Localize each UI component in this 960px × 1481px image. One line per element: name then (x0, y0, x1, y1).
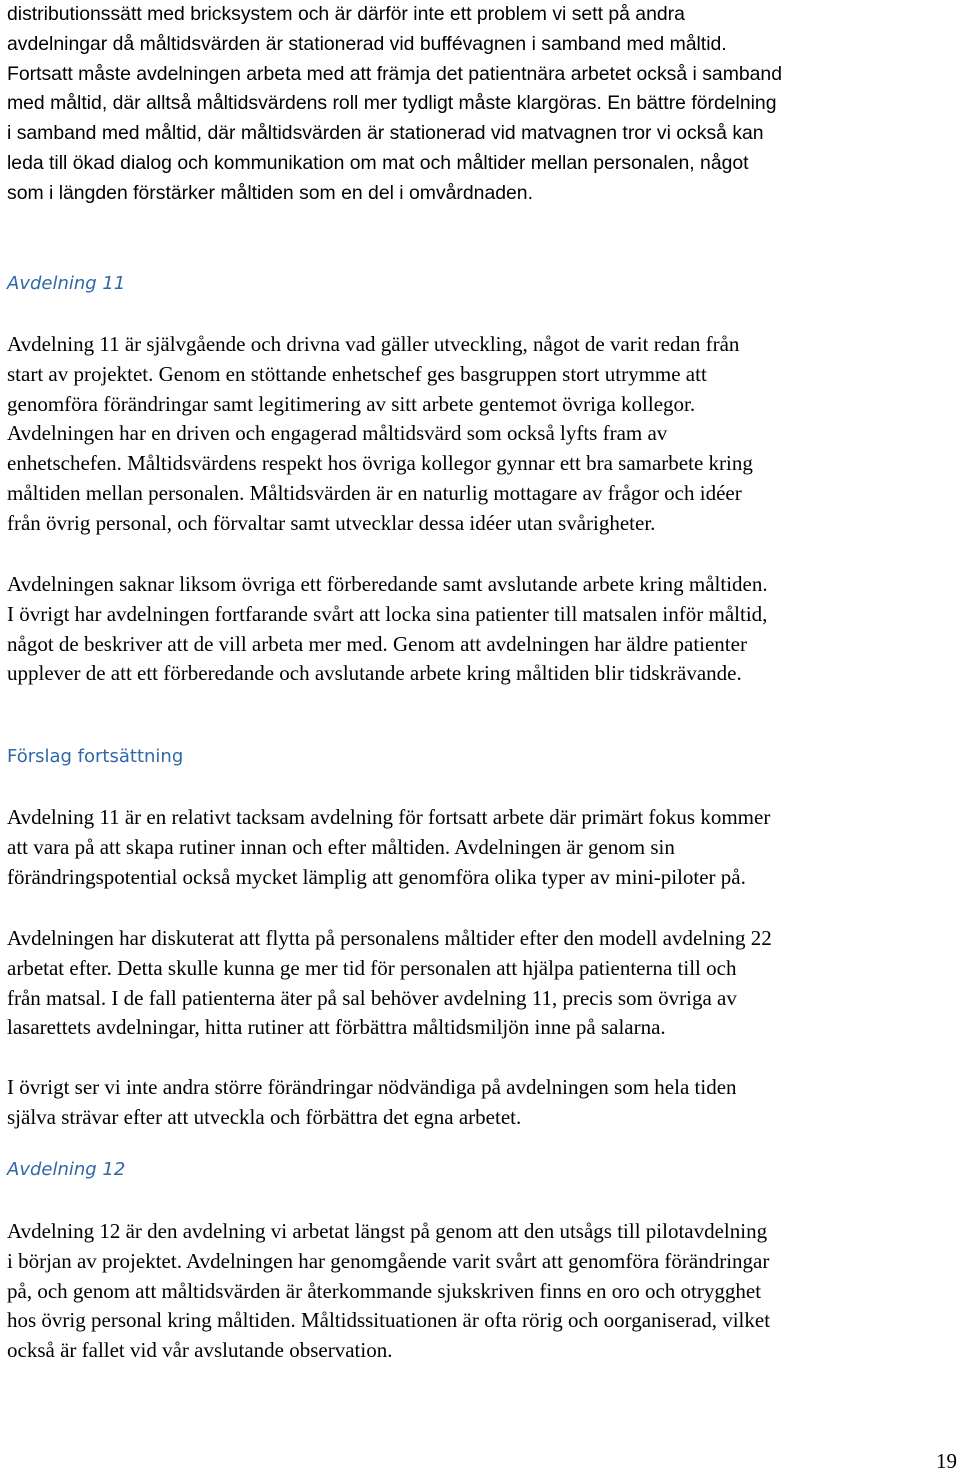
avdelning-12-paragraph-1 (7, 1217, 770, 1366)
text-line: på, och genom att måltidsvärden är återkommande sjukskriven finns en oro och otrygghet (7, 1278, 762, 1303)
forslag-paragraph-3 (7, 1073, 737, 1133)
section-heading-avdelning-12: Avdelning 12 (7, 1159, 126, 1180)
text-line: leda till ökad dialog och kommunikation om mat och måltider mellan personalen, något (7, 151, 749, 174)
text-line: start av projektet. Genom en stöttande enhetschef ges basgruppen stort utrymme att (7, 361, 707, 386)
page-number: 19 (936, 1449, 957, 1473)
text-line: något de beskriver att de vill arbeta mer med. Genom att avdelningen har äldre patienter (7, 631, 747, 656)
avdelning-11-paragraph-2 (7, 570, 768, 689)
text-line: Avdelning 11 är självgående och drivna vad gäller utveckling, något de varit redan från (7, 332, 740, 356)
text-line: Avdelning 12 är den avdelning vi arbetat längst på genom att den utsågs till pilotavdelning (7, 1219, 768, 1243)
text-line: i samband med måltid, där måltidsvärden är stationerad vid matvagnen tror vi också kan (7, 122, 764, 145)
text-line: avdelningar då måltidsvärden är stationerad vid buffévagnen i samband med måltid. (7, 32, 727, 55)
text-line: som i längden förstärker måltiden som en del i omvårdnaden. (7, 181, 533, 204)
text-line: Avdelning 11 är en relativt tacksam avdelning för fortsatt arbete där primärt fokus kommer (7, 805, 771, 829)
section-heading-avdelning-11: Avdelning 11 (7, 273, 126, 294)
forslag-paragraph-1 (7, 803, 770, 892)
text-line: Avdelningen har en driven och engagerad måltidsvärd som också lyfts fram av (7, 421, 668, 446)
text-line: från matsal. I de fall patienterna äter på sal behöver avdelning 11, precis som övriga av (7, 985, 737, 1010)
text-line: I övrigt har avdelningen fortfarande svårt att locka sina patienter till matsalen inför måltid, (7, 601, 768, 626)
text-line: att vara på att skapa rutiner innan och efter måltiden. Avdelningen är genom sin (7, 834, 675, 859)
text-line: genomföra förändringar samt legitimering av sitt arbete gentemot övriga kollegor. (7, 391, 696, 416)
intro-paragraph (7, 0, 782, 209)
text-line: i början av projektet. Avdelningen har genomgående varit svårt att genomföra förändringar (7, 1248, 770, 1273)
text-line: I övrigt ser vi inte andra större förändringar nödvändiga på avdelningen som hela tiden (7, 1075, 737, 1099)
text-line: från övrig personal, och förvaltar samt utvecklar dessa idéer utan svårigheter. (7, 510, 656, 535)
text-line: arbetat efter. Detta skulle kunna ge mer tid för personalen att hjälpa patienterna till och (7, 955, 737, 980)
text-line: också är fallet vid vår avslutande observation. (7, 1338, 393, 1363)
text-line: hos övrig personal kring måltiden. Måltidssituationen är ofta rörig och oorganiserad, vilket (7, 1308, 771, 1333)
text-line: Avdelningen saknar liksom övriga ett förberedande samt avslutande arbete kring måltiden. (7, 572, 768, 596)
section-heading-forslag-fortsattning: Förslag fortsättning (7, 746, 184, 767)
text-line: upplever de att ett förberedande och avslutande arbete kring måltiden blir tidskrävande. (7, 661, 742, 686)
text-line: själva strävar efter att utveckla och förbättra det egna arbetet. (7, 1104, 522, 1129)
text-line: måltiden mellan personalen. Måltidsvärden är en naturlig mottagare av frågor och idéer (7, 480, 742, 505)
text-line: förändringspotential också mycket lämplig att genomföra olika typer av mini-piloter på. (7, 864, 746, 889)
text-line: Fortsatt måste avdelningen arbeta med att främja det patientnära arbetet också i samband (7, 62, 782, 85)
text-line: Avdelningen har diskuterat att flytta på personalens måltider efter den modell avdelning 22 (7, 926, 772, 950)
avdelning-11-paragraph-1 (7, 330, 753, 539)
text-line: enhetschefen. Måltidsvärdens respekt hos övriga kollegor gynnar ett bra samarbete kring (7, 451, 753, 476)
text-line: distributionssätt med bricksystem och är därför inte ett problem vi sett på andra (7, 3, 685, 25)
text-line: lasarettets avdelningar, hitta rutiner att förbättra måltidsmiljön inne på salarna. (7, 1015, 666, 1040)
forslag-paragraph-2 (7, 924, 772, 1043)
text-line: med måltid, där alltså måltidsvärdens roll mer tydligt måste klargöras. En bättre fördelning (7, 92, 777, 115)
